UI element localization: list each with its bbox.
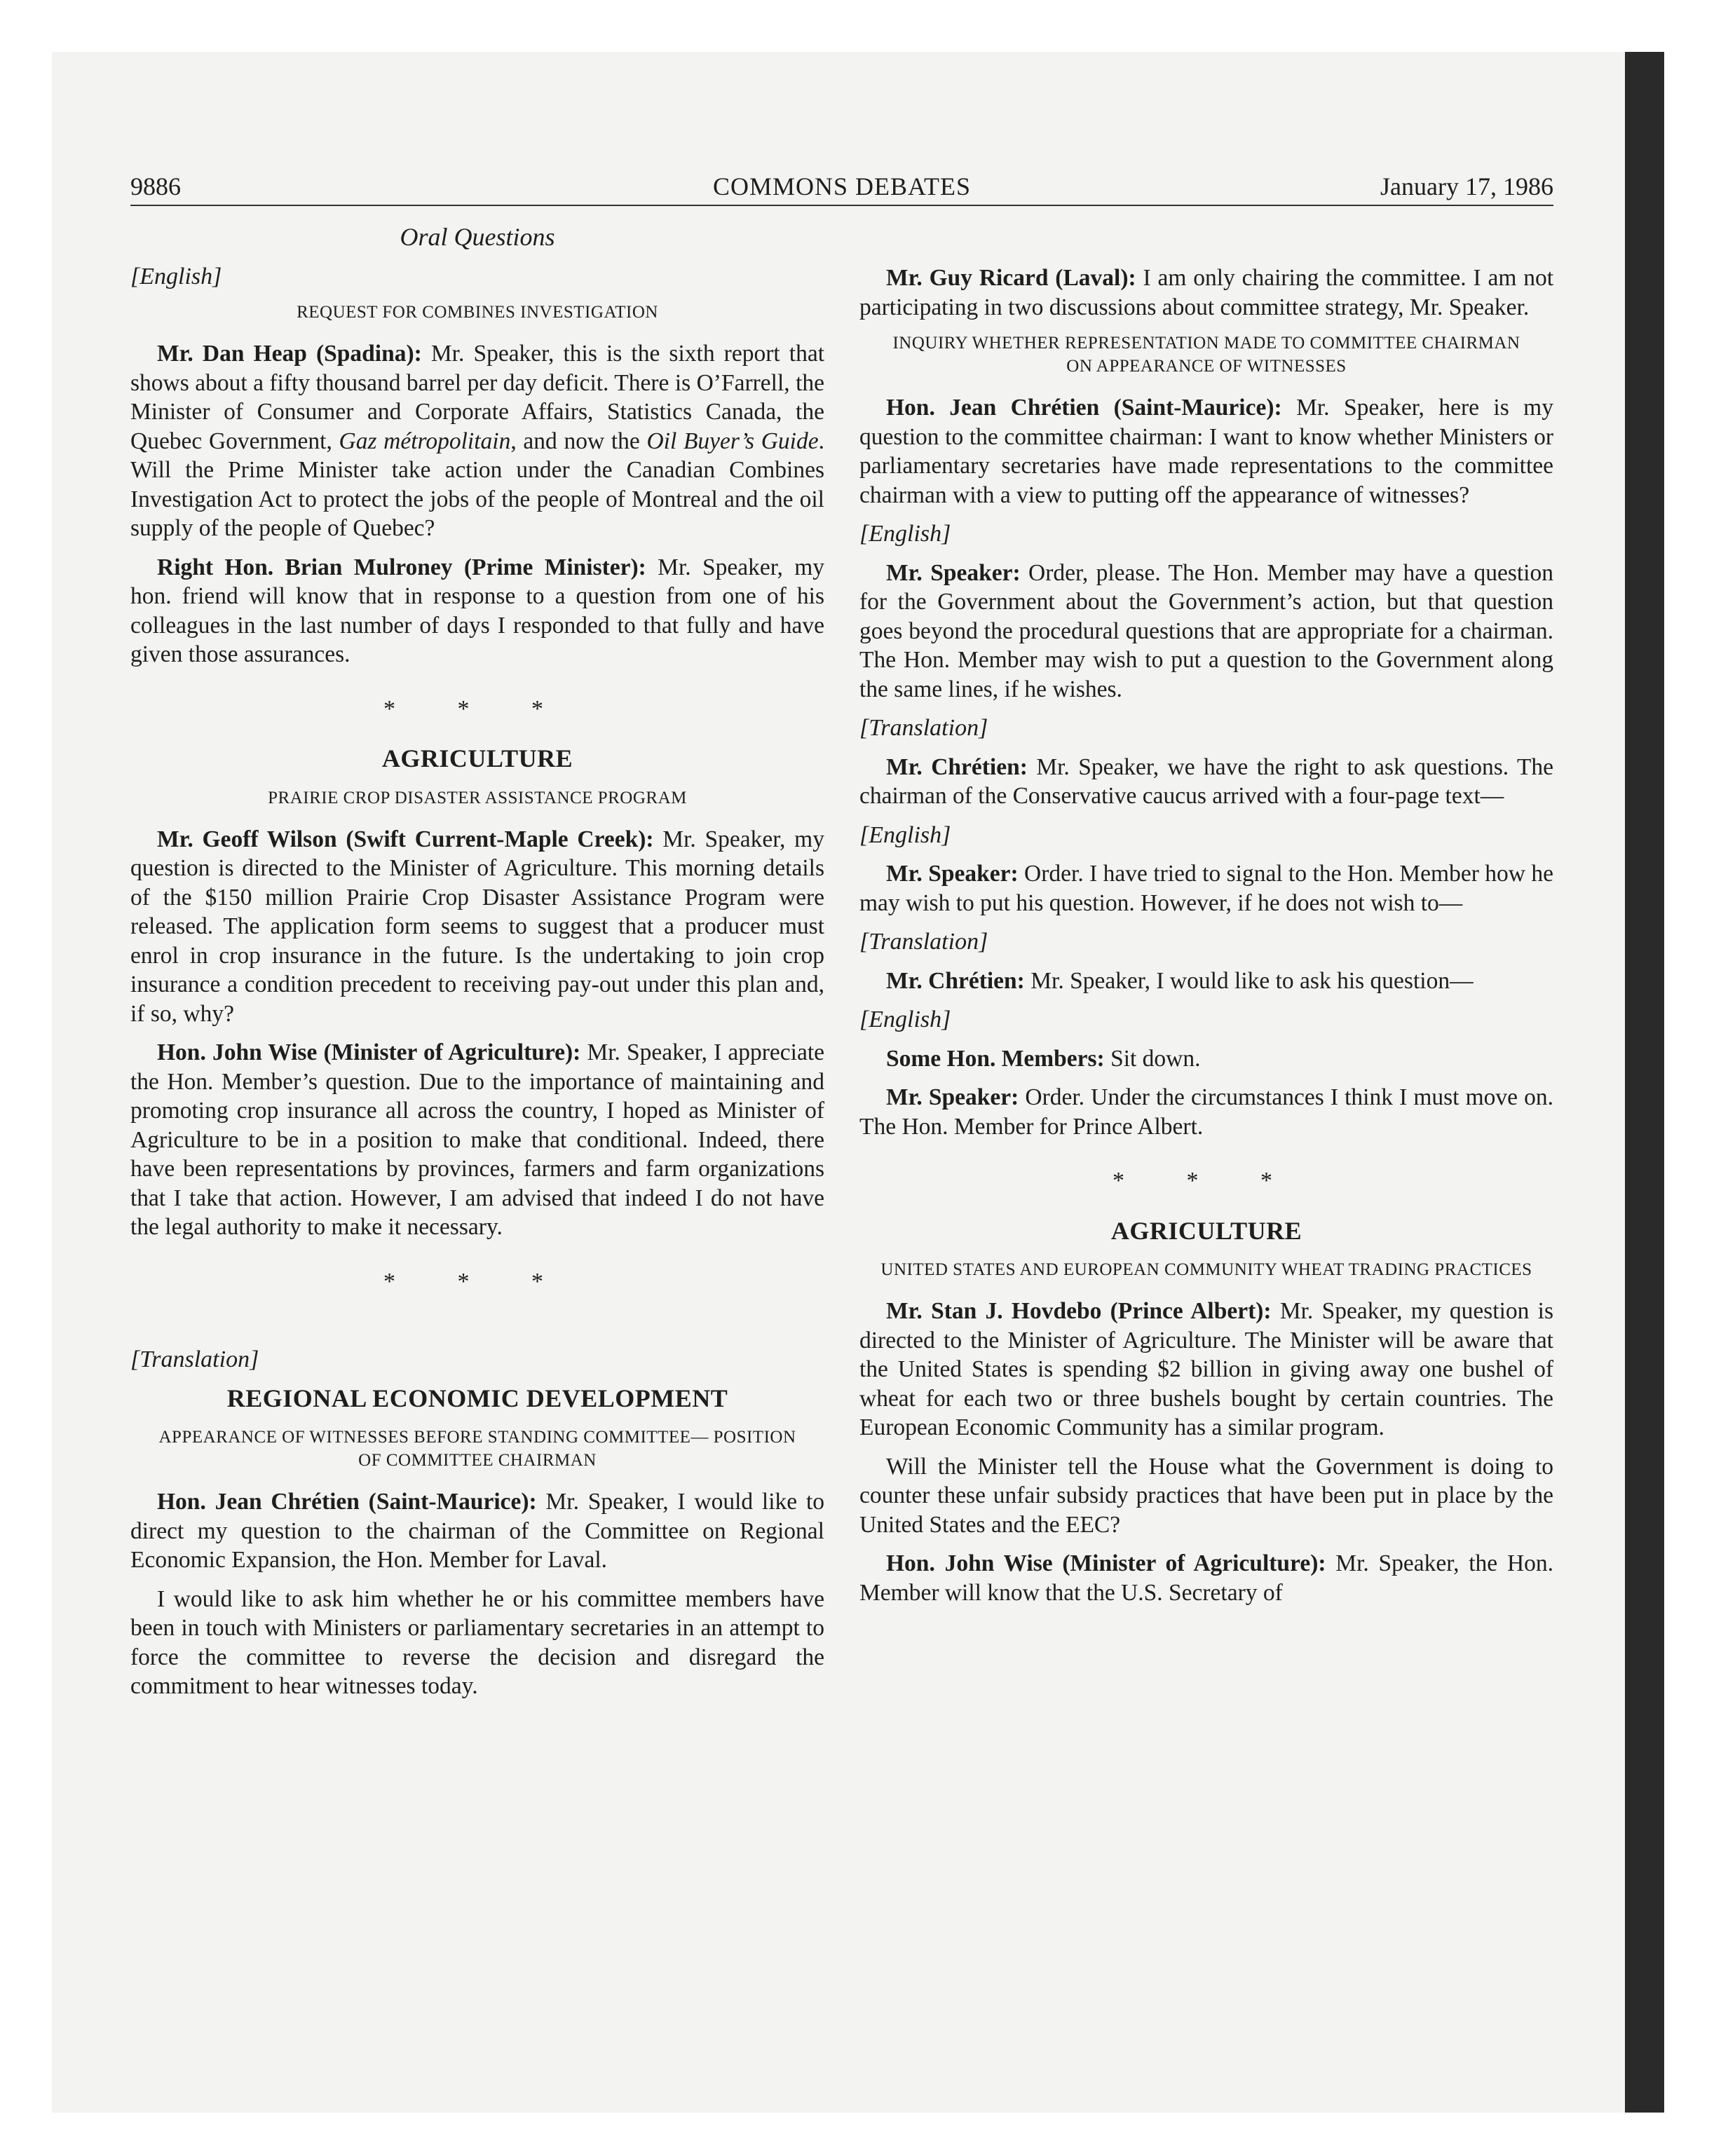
speech-text: Order, please. The Hon. Member may have a question for the Government about the Government’s action, but that question goes beyond the procedural questions that are appropriate for a chairman. The Hon. Member may wish to put a question to the Government along the same lines, if he wishes. [859, 559, 1553, 702]
speech-text: Mr. Speaker, this is the sixth report that shows about a fifty thousand barrel per day deficit. There is O’Farrell, the Minister of Consumer and Corporate Affairs, Statistics Canada, the Quebec Government, [130, 341, 825, 454]
subject-heading: REQUEST FOR COMBINES INVESTIGATION [297, 303, 658, 322]
speech-paragraph [859, 859, 1553, 917]
speech-paragraph [859, 1083, 1553, 1141]
section-separator: * * * [383, 695, 571, 722]
language-tag: [English] [859, 821, 951, 848]
speech-text: Mr. Speaker, I would like to direct my question to the chairman of the Committee on Regional Economic Expansion, the Hon. Member for Laval. [130, 1489, 825, 1573]
page-header [130, 172, 1553, 206]
speaker-name: Mr. Guy Ricard (Laval): [886, 265, 1136, 291]
speech-paragraph [859, 967, 1553, 996]
running-head: Oral Questions [400, 223, 555, 251]
speech-text: , and now the [510, 428, 647, 454]
language-tag: [English] [859, 1007, 951, 1032]
speaker-name: Hon. John Wise (Minister of Agriculture): [157, 1039, 581, 1065]
speech-paragraph [130, 1038, 824, 1242]
speech-paragraph [859, 393, 1553, 510]
left-column [130, 223, 824, 1711]
subject-heading: INQUIRY WHETHER REPRESENTATION MADE TO COMMITTEE CHAIRMAN ON APPEARANCE OF WITNESSES [892, 334, 1520, 376]
speech-paragraph [859, 1549, 1553, 1607]
italic-title: Oil Buyer’s Guide [646, 428, 819, 454]
speaker-name: Hon. Jean Chrétien (Saint-Maurice): [886, 395, 1282, 421]
subject-heading: UNITED STATES AND EUROPEAN COMMUNITY WHEAT TRADING PRACTICES [880, 1260, 1532, 1279]
language-tag: [English] [859, 521, 951, 547]
section-separator: * * * [383, 1268, 571, 1295]
speech-paragraph [130, 553, 824, 669]
speech-paragraph [859, 753, 1553, 811]
subject-heading: PRAIRIE CROP DISASTER ASSISTANCE PROGRAM [268, 788, 687, 807]
speech-text: Mr. Speaker, I appreciate the Hon. Member’s question. Due to the importance of maintaining and promoting crop insurance all across the country, I hoped as Minister of Agriculture to be in a position to make that conditional. Indeed, there have been representations by provinces, farmers and farm organizations that I take that action. However, I am advised that indeed I do not have the legal authority to make it necessary. [130, 1039, 825, 1240]
speaker-name: Mr. Geoff Wilson (Swift Current-Maple Creek): [157, 826, 654, 852]
language-tag: [Translation] [859, 929, 988, 955]
speech-text: Mr. Speaker, my hon. friend will know that in response to a question from one of his colleagues in the last number of days I responded to that fully and have given those assurances. [130, 554, 825, 667]
speech-paragraph [859, 1044, 1553, 1074]
speech-paragraph: Will the Minister tell the House what the Government is doing to counter these unfair subsidy practices that have been put in place by the United States and the EEC? [859, 1453, 1553, 1538]
page-date: January 17, 1986 [1380, 172, 1553, 200]
speaker-name: Mr. Stan J. Hovdebo (Prince Albert): [886, 1298, 1272, 1324]
speech-text: Order. I have tried to signal to the Hon. Member how he may wish to put his question. However, if he does not wish to— [859, 861, 1553, 916]
speaker-name: Mr. Dan Heap (Spadina): [157, 341, 422, 367]
speech-text: Mr. Speaker, here is my question to the committee chairman: I want to know whether Ministers or parliamentary secretaries have made representations to the committee chairman with a view to putting off the appearance of witnesses? [859, 395, 1553, 508]
topic-heading: AGRICULTURE [1110, 1216, 1302, 1245]
speech-text: Sit down. [1110, 1045, 1201, 1072]
speech-paragraph [859, 559, 1553, 704]
section-separator: * * * [1113, 1168, 1300, 1194]
language-tag: [Translation] [130, 1346, 259, 1372]
publication-title: COMMONS DEBATES [712, 172, 972, 200]
speech-paragraph [130, 1487, 824, 1575]
speech-text: Order. Under the circumstances I think I must move on. The Hon. Member for Prince Albert. [859, 1084, 1553, 1140]
speaker-name: Mr. Chrétien: [886, 967, 1025, 994]
speaker-name: Some Hon. Members: [886, 1045, 1105, 1072]
italic-title: Gaz métropolitain [339, 428, 511, 454]
speaker-name: Mr. Speaker: [886, 861, 1019, 887]
speech-text: Mr. Speaker, we have the right to ask questions. The chairman of the Conservative caucus arrived with a four-page text— [859, 753, 1554, 809]
speaker-name: Mr. Speaker: [886, 1084, 1019, 1110]
speaker-name: Hon. John Wise (Minister of Agriculture): [886, 1550, 1326, 1576]
scan-edge-bar [1625, 52, 1664, 2113]
speaker-name: Mr. Chrétien: [886, 753, 1028, 780]
language-tag: [Translation] [859, 715, 988, 741]
speech-paragraph [130, 825, 824, 1029]
topic-heading: REGIONAL ECONOMIC DEVELOPMENT [226, 1384, 728, 1412]
speech-paragraph: I would like to ask him whether he or his committee members have been in touch with Ministers or parliamentary secretaries in an attempt to force the committee to reverse the decision and disregard the commitment to hear witnesses today. [130, 1585, 824, 1699]
subject-heading: APPEARANCE OF WITNESSES BEFORE STANDING COMMITTEE— POSITION OF COMMITTEE CHAIRMAN [158, 1428, 796, 1470]
speech-text: . Will the Prime Minister take action under the Canadian Combines Investigation Act to protect the jobs of the people of Montreal and the oil supply of the people of Quebec? [130, 428, 824, 541]
page-number: 9886 [130, 172, 181, 200]
speaker-name: Right Hon. Brian Mulroney (Prime Minister): [157, 554, 646, 580]
speech-text: Mr. Speaker, my question is directed to the Minister of Agriculture. The Minister will be aware that the United States is spending $2 billion in giving away one bushel of wheat for each two or three bushels bought by certain countries. The European Economic Community has a similar program. [859, 1298, 1553, 1440]
speech-paragraph [130, 339, 824, 543]
speaker-name: Hon. Jean Chrétien (Saint-Maurice): [157, 1489, 537, 1515]
speech-paragraph [859, 1297, 1553, 1442]
speaker-name: Mr. Speaker: [886, 559, 1021, 586]
topic-heading: AGRICULTURE [381, 744, 573, 772]
language-tag: [English] [130, 263, 222, 289]
speech-text: I am only chairing the committee. I am not participating in two discussions about committee strategy, Mr. Speaker. [859, 265, 1554, 320]
speech-paragraph [859, 264, 1553, 322]
speech-text: Mr. Speaker, my question is directed to the Minister of Agriculture. This morning details of the $150 million Prairie Crop Disaster Assistance Program were released. The application form seems to suggest that a producer must enrol in crop insurance in the future. Is the undertaking to join crop insurance a condition precedent to receiving pay-out under this plan and, if so, why? [130, 826, 824, 1027]
speech-text: Mr. Speaker, I would like to ask his question— [1030, 967, 1474, 994]
speech-text: Mr. Speaker, the Hon. Member will know that the U.S. Secretary of [859, 1550, 1554, 1606]
right-column [859, 223, 1553, 1617]
